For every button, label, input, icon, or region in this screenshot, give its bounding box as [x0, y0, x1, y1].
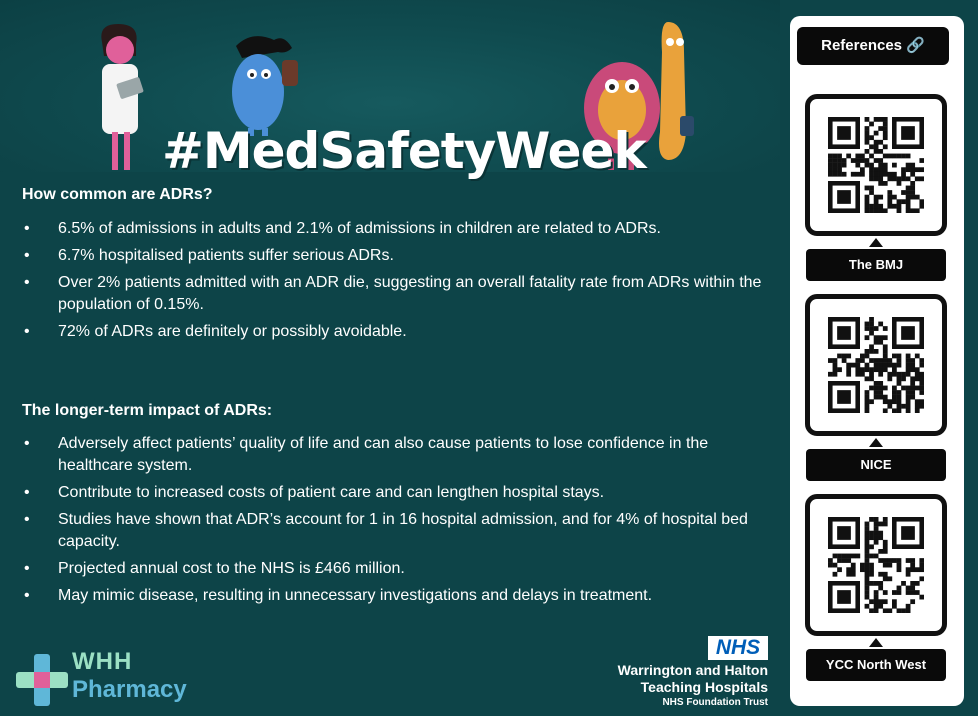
qr-pointer — [869, 238, 883, 247]
qr-code-bmj[interactable] — [805, 94, 947, 236]
list-item: • May mimic disease, resulting in unnecessary investigations and delays in treatment. — [22, 585, 772, 607]
reference-label-bmj[interactable]: The BMJ — [806, 249, 946, 281]
trust-name-line1: Warrington and Halton — [617, 662, 768, 678]
hashtag-title: #MedSafetyWeek — [162, 122, 646, 180]
list-item: • 72% of ADRs are definitely or possibly avoidable. — [22, 321, 772, 343]
reference-label-nice[interactable]: NICE — [806, 449, 946, 481]
longer-term-impact-list — [22, 433, 772, 612]
qr-code-icon — [828, 517, 924, 613]
list-item: • Studies have shown that ADR’s account for 1 in 16 hospital admission, and for 4% of hospital bed capacity. — [22, 509, 772, 553]
reference-label-ycc-north-west[interactable]: YCC North West — [806, 649, 946, 681]
doctor-character-icon — [88, 20, 152, 172]
list-item: • Adversely affect patients’ quality of life and can also cause patients to lose confidence in the healthcare system. — [22, 433, 772, 477]
references-title: References 🔗 — [797, 27, 949, 65]
trust-name-line2: Teaching Hospitals — [640, 679, 768, 695]
whh-logo-text: WHH — [72, 648, 133, 675]
qr-code-ycc[interactable] — [805, 494, 947, 636]
list-item: • Contribute to increased costs of patient care and can lengthen hospital stays. — [22, 482, 772, 504]
list-item: • Over 2% patients admitted with an ADR die, suggesting an overall fatality rate from ADRs within the population of 0.15%. — [22, 272, 772, 316]
qr-pointer — [869, 438, 883, 447]
list-item: • 6.5% of admissions in adults and 2.1% of admissions in children are related to ADRs. — [22, 218, 772, 240]
section-heading-common-adrs: How common are ADRs? — [22, 186, 213, 203]
list-item: • 6.7% hospitalised patients suffer serious ADRs. — [22, 245, 772, 267]
qr-code-icon — [828, 317, 924, 413]
nhs-logo: NHS — [708, 636, 768, 660]
whh-pharmacy-cross-icon — [12, 652, 72, 708]
qr-code-nice[interactable] — [805, 294, 947, 436]
common-adrs-list — [22, 218, 772, 348]
pharmacy-logo-text: Pharmacy — [72, 676, 187, 703]
qr-code-icon — [828, 117, 924, 213]
section-heading-longer-term-impact: The longer-term impact of ADRs: — [22, 402, 273, 419]
list-item: • Projected annual cost to the NHS is £466 million. — [22, 558, 772, 580]
trust-name-line3: NHS Foundation Trust — [662, 697, 768, 708]
qr-pointer — [869, 638, 883, 647]
